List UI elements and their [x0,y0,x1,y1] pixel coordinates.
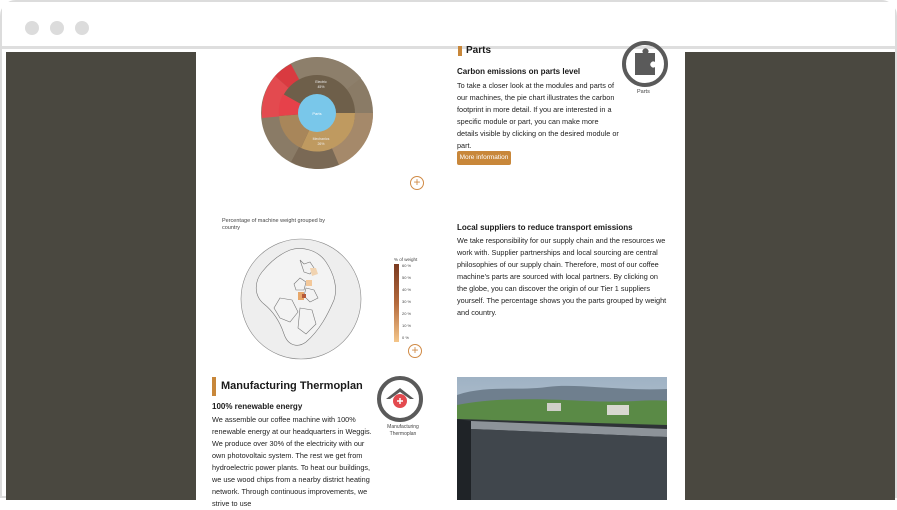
legend-tick-label: 50 % [402,275,412,280]
manufacturing-body-text: We assemble our coffee machine with 100% renewable energy at our headquarters in Weggis. We produce over 30% of the electricity with our own photovoltaic system. The rest we get from hydroelectric power plants. To heat our buildings, we use wood chips from a nearby district heating network. Through continuous improvements, we strive to use [212,415,372,508]
donut-segment-label: Mechanics [312,137,330,141]
parts-body-text: To take a closer look at the modules and parts of our machines, the pie chart illustrates the carbon footprint in more detail. If you are interested in a specific module or part, you can make more details visible by clicking on the desired module or part. [457,81,619,150]
page-viewport [6,45,895,508]
suppliers-body-text: We take responsibility for our supply chain and the resources we work with. Supplier partnerships and local sourcing are central philosophies of our supply chain. Therefore, most of our coffee machine's parts are sourced with local partners. By clicking on the globe, you can discover the origin of our Tier 1 suppliers yourself. The percentage shows you the parts grouped by weight and country. [457,236,667,317]
parts-heading: Carbon emissions on parts level [457,67,581,76]
section-accent-bar [212,377,216,396]
suppliers-heading: Local suppliers to reduce transport emissions [457,223,633,232]
donut-segment-label: Electric [315,80,327,84]
legend-tick-label: 40 % [402,287,412,292]
manufacturing-heading: 100% renewable energy [212,402,303,411]
window-control-dot[interactable] [50,21,64,35]
legend-tick-label: 60 % [402,263,412,268]
expand-globe-button[interactable]: + [408,344,422,358]
browser-titlebar [2,2,895,49]
legend-tick-label: 10 % [402,323,412,328]
parts-sunburst-chart[interactable] [261,56,373,170]
headquarters-photo [457,377,667,500]
globe-chart-title: Percentage of machine weight grouped by country [222,218,326,231]
legend-tick-label: 20 % [402,311,412,316]
more-information-button[interactable]: More information [457,151,511,165]
puzzle-icon [621,44,669,88]
section-accent-bar [458,46,462,56]
legend-tick-label: 0 % [402,335,409,340]
supplier-globe-map[interactable] [240,238,362,360]
window-control-dot[interactable] [25,21,39,35]
parts-section-title: Parts [466,45,492,56]
manufacturing-icon-label: Manufacturing Thermoplan [387,424,419,437]
donut-center-label: Parts [312,111,322,116]
donut-segment-value: 45% [317,85,325,89]
donut-segment-value: 26% [317,142,325,146]
factory-shield-icon [376,376,424,422]
globe-legend-gradient [394,264,399,342]
parts-icon-label: Parts [637,89,650,95]
expand-chart-button[interactable]: + [410,176,424,190]
manufacturing-section-title: Manufacturing Thermoplan [221,380,363,392]
window-control-dot[interactable] [75,21,89,35]
content-page [196,45,685,508]
legend-tick-label: 30 % [402,299,412,304]
globe-legend-title: % of weight [394,257,418,262]
